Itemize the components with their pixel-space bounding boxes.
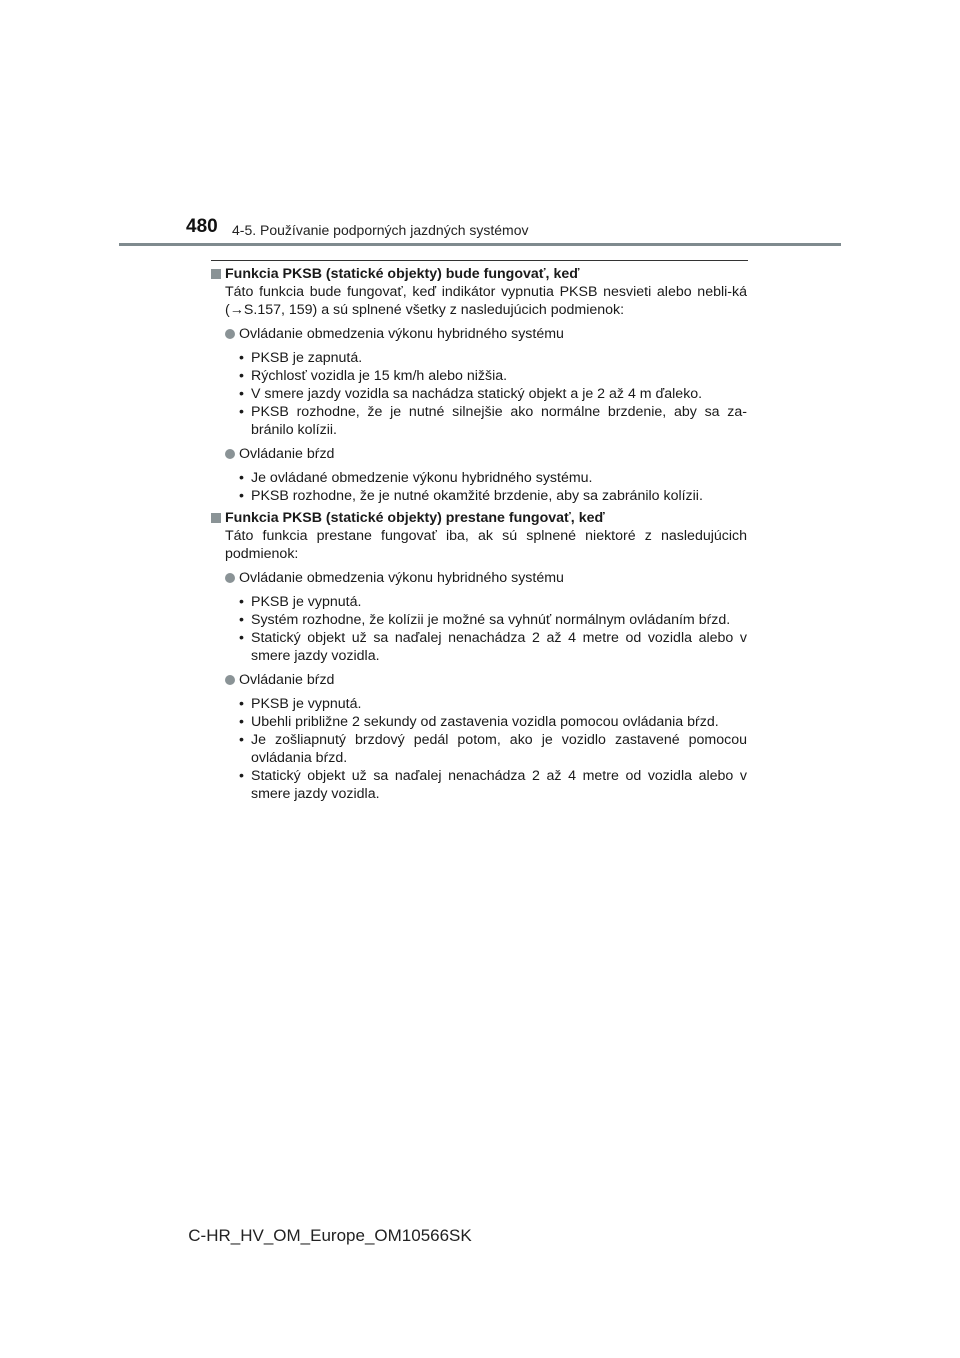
section-works-when bbox=[211, 265, 747, 505]
bullet-list bbox=[211, 695, 747, 803]
subsection-title: Ovládanie bŕzd bbox=[211, 445, 747, 463]
list-item: • V smere jazdy vozidla sa nachádza statický objekt a je 2 až 4 m ďaleko. bbox=[211, 385, 747, 403]
bullet-list bbox=[211, 349, 747, 439]
list-item: • Je ovládané obmedzenie výkonu hybridného systému. bbox=[211, 469, 747, 487]
header-divider bbox=[119, 243, 841, 246]
page-number: 480 bbox=[186, 216, 218, 237]
bullet-list bbox=[211, 469, 747, 505]
list-item: • Je zošliapnutý brzdový pedál potom, ako je vozidlo zastavené pomocou ovládania bŕzd. bbox=[211, 731, 747, 767]
section-heading: Funkcia PKSB (statické objekty) prestane fungovať, keď bbox=[211, 509, 747, 527]
list-item: • PKSB rozhodne, že je nutné okamžité brzdenie, aby sa zabránilo kolízii. bbox=[211, 487, 747, 505]
list-item: • PKSB je zapnutá. bbox=[211, 349, 747, 367]
list-item: • Systém rozhodne, že kolízii je možné sa vyhnúť normálnym ovládaním bŕzd. bbox=[211, 611, 747, 629]
section-stops-when bbox=[211, 509, 747, 803]
section-intro: Táto funkcia prestane fungovať iba, ak sú splnené niektoré z nasledujúcich podmienok: bbox=[225, 528, 747, 562]
list-item: • PKSB je vypnutá. bbox=[211, 695, 747, 713]
subsection-title: Ovládanie obmedzenia výkonu hybridného systému bbox=[211, 569, 747, 587]
chapter-title: 4-5. Používanie podporných jazdných systémov bbox=[232, 222, 529, 238]
subsection-title: Ovládanie obmedzenia výkonu hybridného systému bbox=[211, 325, 747, 343]
list-item: • Statický objekt už sa naďalej nenachádza 2 až 4 metre od vozidla alebo v smere jazdy vozidla. bbox=[211, 767, 747, 803]
section-heading: Funkcia PKSB (statické objekty) bude fungovať, keď bbox=[211, 265, 747, 283]
list-item: • Ubehli približne 2 sekundy od zastavenia vozidla pomocou ovládania bŕzd. bbox=[211, 713, 747, 731]
list-item: • Rýchlosť vozidla je 15 km/h alebo nižšia. bbox=[211, 367, 747, 385]
footer bbox=[0, 1226, 960, 1246]
section-intro: Táto funkcia bude fungovať, keď indikátor vypnutia PKSB nesvieti alebo nebli-ká (→S.157, 159) a sú splnené všetky z nasledujúcich podmienok: bbox=[225, 284, 747, 318]
bullet-list bbox=[211, 593, 747, 665]
section-divider bbox=[211, 260, 748, 261]
list-item: • Statický objekt už sa naďalej nenachádza 2 až 4 metre od vozidla alebo v smere jazdy vozidla. bbox=[211, 629, 747, 665]
document-id: C-HR_HV_OM_Europe_OM10566SK bbox=[188, 1226, 472, 1245]
page-content bbox=[211, 265, 747, 807]
subsection-title: Ovládanie bŕzd bbox=[211, 671, 747, 689]
list-item: • PKSB rozhodne, že je nutné silnejšie ako normálne brzdenie, aby sa za-bránilo kolízii. bbox=[211, 403, 747, 439]
list-item: • PKSB je vypnutá. bbox=[211, 593, 747, 611]
